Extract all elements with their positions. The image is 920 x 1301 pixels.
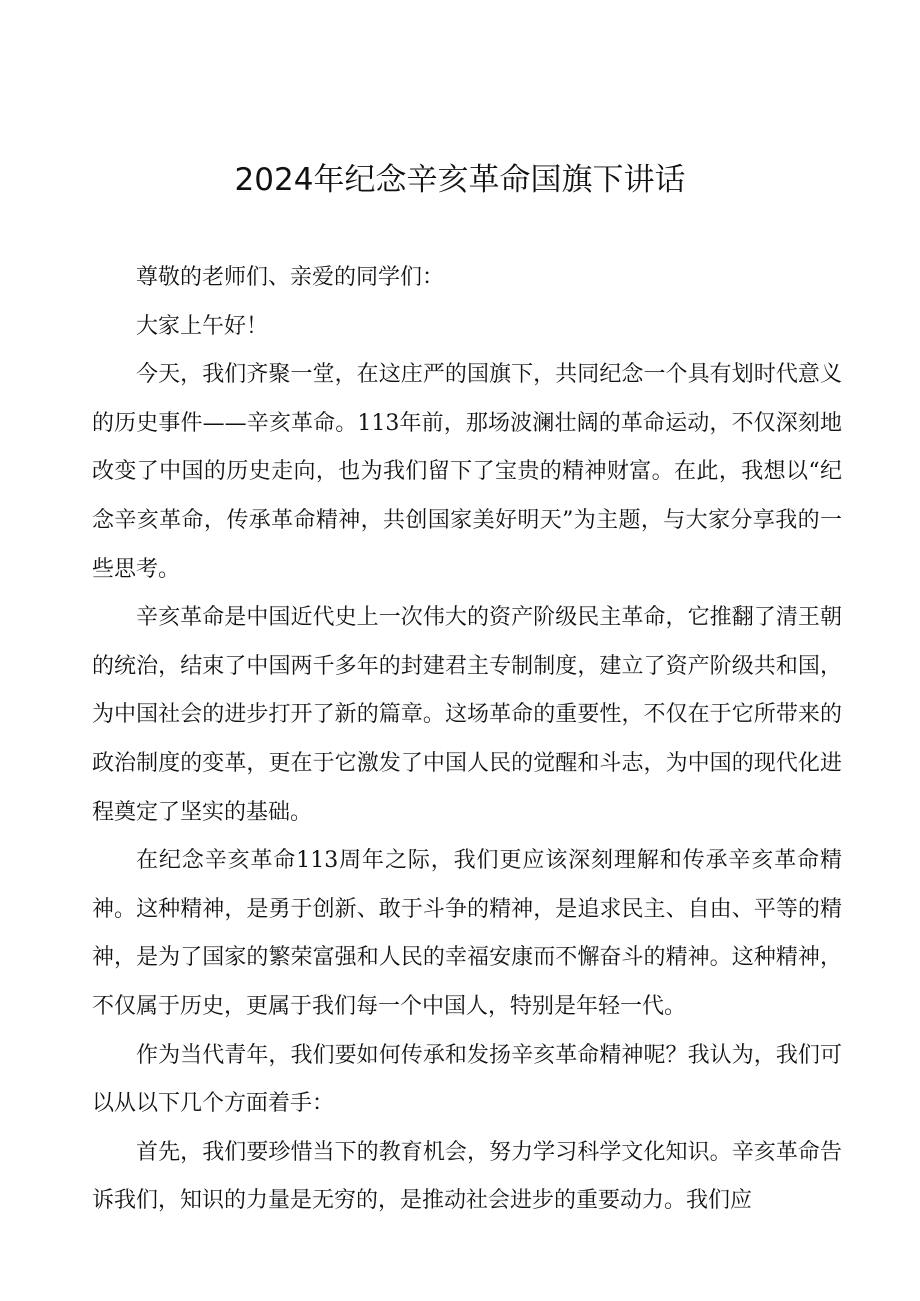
body-paragraph: 辛亥革命是中国近代史上一次伟大的资产阶级民主革命，它推翻了清王朝的统治，结束了中国两千多年的封建君主专制制度，建立了资产阶级共和国，为中国社会的进步打开了新的篇章。这场革命的重要性，不仅在于它所带来的政治制度的变革，更在于它激发了中国人民的觉醒和斗志，为中国的现代化进程奠定了坚实的基础。 xyxy=(92,605,842,825)
body-paragraph: 首先，我们要珍惜当下的教育机会，努力学习科学文化知识。辛亥革命告诉我们，知识的力量是无穷的，是推动社会进步的重要动力。我们应 xyxy=(92,1139,842,1214)
body-paragraph: 在纪念辛亥革命113周年之际，我们更应该深刻理解和传承辛亥革命精神。这种精神，是勇于创新、敢于斗争的精神，是追求民主、自由、平等的精神，是为了国家的繁荣富强和人民的幸福安康而不懈奋斗的精神。这种精神，不仅属于历史，更属于我们每一个中国人，特别是年轻一代。 xyxy=(92,848,842,1019)
body-paragraph: 今天，我们齐聚一堂，在这庄严的国旗下，共同纪念一个具有划时代意义的历史事件——辛亥革命。113年前，那场波澜壮阔的革命运动，不仅深刻地改变了中国的历史走向，也为我们留下了宝贵的精神财富。在此，我想以“纪念辛亥革命，传承革命精神，共创国家美好明天”为主题，与大家分享我的一些思考。 xyxy=(92,362,842,582)
document-body xyxy=(92,254,842,1226)
greeting-paragraph: 大家上午好！ xyxy=(136,313,269,339)
salutation-paragraph: 尊敬的老师们、亲爱的同学们： xyxy=(136,265,445,290)
document-title: 2024年纪念辛亥革命国旗下讲话 xyxy=(234,162,686,198)
body-paragraph: 作为当代青年，我们要如何传承和发扬辛亥革命精神呢？我认为，我们可以从以下几个方面着手： xyxy=(92,1042,842,1117)
